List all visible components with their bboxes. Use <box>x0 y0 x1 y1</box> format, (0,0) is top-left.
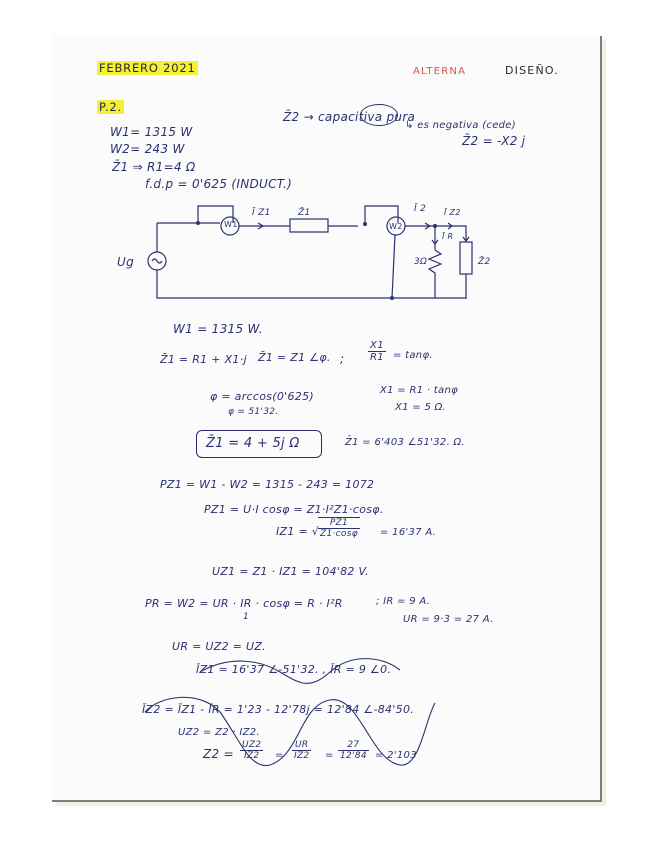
note-z2-capacitive: Z̄2 → capacitiva pura <box>283 110 416 124</box>
z2-eq-2: = <box>325 750 334 761</box>
crossed-iz2: ĪZ2 = ĪZ1 - ĪR = 1'23 - 12'78j = 12'84 ∠-84'50. <box>142 703 415 716</box>
given-w2: W2= 243 W <box>110 142 185 156</box>
note-negative: ↳ es negativa (cede) <box>405 120 516 131</box>
sol-w1: W1 = 1315 W. <box>173 322 263 336</box>
impedance2-label: Z̄2 <box>478 257 491 267</box>
sol-phi-arccos: φ = arccos(0'625) <box>210 390 314 403</box>
given-z1: Z̄1 ⇒ R1=4 Ω <box>112 160 196 174</box>
sol-pr-one: 1 <box>243 612 250 622</box>
date-highlight: FEBRERO 2021 <box>99 61 196 75</box>
source-label: Ug <box>117 255 135 269</box>
z2-frac-3: $\frac{27}{12'84}$ <box>340 740 367 761</box>
topic-label: ALTERNA <box>413 66 467 77</box>
current-z2-label: Ī Z2 <box>444 208 461 217</box>
impedance1-label: Z̄1 <box>298 208 311 218</box>
current-2-label: Ī 2 <box>414 204 427 214</box>
current-r-label: Ī R <box>442 232 454 241</box>
sol-ur: UR = 9·3 = 27 A. <box>403 614 494 625</box>
given-pf: f.d.p = 0'625 (INDUCT.) <box>145 177 293 191</box>
z2-eq-1: = <box>275 750 284 761</box>
circled-word <box>360 104 398 126</box>
crossed-uz2: UZ2 = Z2 · IZ2. <box>178 727 260 738</box>
sol-uz1: UZ1 = Z1 · IZ1 = 104'82 V. <box>212 565 369 578</box>
sol-pz1-formula: PZ1 = U·I cosφ = Z1·I²Z1·cosφ. <box>204 503 384 516</box>
z2-result: = 2'103 <box>375 750 417 761</box>
z2-frac-2: $\frac{UR}{IZ2}$ <box>294 740 310 761</box>
sol-z1-rect: Z̄1 = R1 + X1·j <box>160 353 247 366</box>
crossed-currents: ĪZ1 = 16'37 ∠-51'32. , ĪR = 9 ∠0. <box>196 663 392 676</box>
sol-z1-boxed: Z̄1 = 4 + 5j Ω <box>206 436 300 451</box>
wattmeter-2: W2 <box>389 222 403 231</box>
note-z2-eq: Z̄2 = -X2 j <box>462 134 526 148</box>
sol-iz1-lhs: IZ1 = √ <box>276 525 320 538</box>
sol-iz1-frac: $\frac{PZ1}{Z1\cdot\cos\varphi}$ <box>320 518 358 539</box>
sol-ir: ; IR = 9 A. <box>376 596 431 607</box>
z2-frac-1: $\frac{UZ2}{IZ2}$ <box>242 740 262 761</box>
z2-lhs: Z2 = <box>203 747 234 761</box>
wattmeter-1: W1 <box>224 220 238 229</box>
problem-label: P.2. <box>99 100 122 114</box>
sol-tan: = tanφ. <box>393 350 433 361</box>
sol-iz1-value: = 16'37 A. <box>380 527 437 538</box>
sol-x1-value: X1 = 5 Ω. <box>395 402 447 413</box>
sol-z1-polar: Z̄1 = Z1 ∠φ. <box>258 351 331 364</box>
sol-pr: PR = W2 = UR · IR · cosφ = R · I²R <box>145 597 343 610</box>
section-label: DISEÑO. <box>505 64 559 77</box>
sol-z1-polar-value: Z̄1 = 6'403 ∠51'32. Ω. <box>345 437 465 448</box>
resistor-label: 3Ω <box>414 257 428 267</box>
sol-ur-equal: UR = UZ2 = UZ. <box>172 640 266 653</box>
sol-sep: ; <box>340 352 345 366</box>
given-w1: W1= 1315 W <box>110 125 193 139</box>
sol-pz1: PZ1 = W1 - W2 = 1315 - 243 = 1072 <box>160 478 375 491</box>
sol-x1-over-r1: $\frac{X1}{R1}$ <box>370 340 384 363</box>
sol-x1-formula: X1 = R1 · tanφ <box>380 385 458 396</box>
sol-phi-value: φ = 51'32. <box>228 407 279 417</box>
current-z1-label: Ī Z1 <box>252 208 271 218</box>
